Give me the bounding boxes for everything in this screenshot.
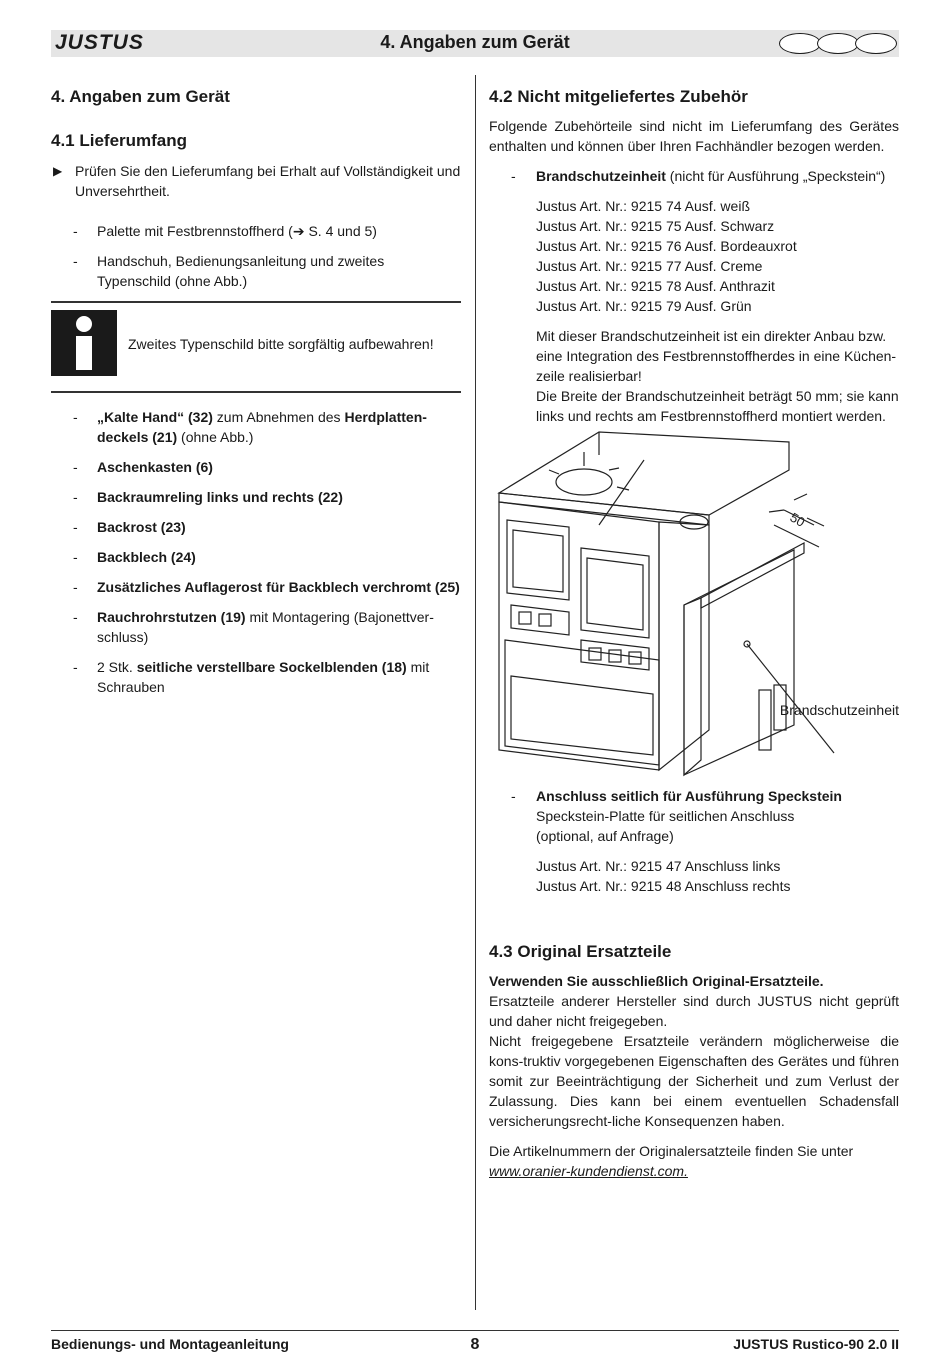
info-icon (51, 310, 117, 376)
page-number: 8 (470, 1336, 480, 1353)
art-number: Justus Art. Nr.: 9215 74 Ausf. weiß (536, 198, 750, 214)
item-text: 2 Stk. (97, 659, 137, 675)
stove-illustration (489, 430, 899, 780)
brandschutz-description (489, 326, 899, 426)
art-number: Justus Art. Nr.: 9215 76 Ausf. Bordeauxrot (536, 238, 797, 254)
art-number: Justus Art. Nr.: 9215 78 Ausf. Anthrazit (536, 278, 775, 294)
list-item (51, 577, 461, 597)
oval-3 (855, 33, 897, 54)
item-bold: Backblech (24) (97, 549, 196, 565)
brandschutz-desc-2: Die Breite der Brandschutzeinheit beträgt 50 mm; sie kann links und rechts am Festbrennstoffherd montiert werden. (536, 388, 899, 424)
art-number: Justus Art. Nr.: 9215 48 Anschluss rechts (536, 878, 791, 894)
section-heading-4-3: 4.3 Original Ersatzteile (489, 942, 672, 961)
speckstein-line-2: (optional, auf Anfrage) (536, 828, 674, 844)
item-text: mit Montagering (Bajonettver-schluss) (97, 609, 434, 645)
ersatzteile-warning: Verwenden Sie ausschließlich Original-Ersatzteile. (489, 973, 824, 989)
list-item (51, 547, 461, 567)
left-column (51, 80, 461, 707)
art-number-list (489, 196, 899, 316)
justus-logo: JUSTUS (55, 31, 144, 54)
list-item (51, 221, 461, 241)
kundendienst-link[interactable]: www.oranier-kundendienst.com. (489, 1163, 688, 1179)
speckstein-art-numbers (489, 856, 899, 896)
item-bold: Zusätzliches Auflagerost für Backblech verchromt (25) (97, 579, 460, 595)
info-rule-bottom (51, 391, 461, 393)
column-divider (475, 75, 476, 1310)
figure-caption: Brandschutzeinheit (779, 702, 899, 718)
item-bold: Backraumreling links und rechts (22) (97, 489, 343, 505)
list-item (51, 487, 461, 507)
dash-bullet: - (73, 253, 78, 269)
arrow-bullet-icon: ▶ (53, 164, 63, 178)
dash-bullet: - (73, 519, 78, 535)
footer-model: JUSTUS Rustico-90 2.0 II (733, 1336, 899, 1352)
brandschutz-item (489, 166, 899, 186)
dash-bullet: - (73, 609, 78, 625)
dash-bullet: - (73, 459, 78, 475)
page-header (51, 30, 899, 57)
section-heading-4-1: 4.1 Lieferumfang (51, 131, 188, 150)
list-item-text: Handschuh, Bedienungsanleitung und zweites Typenschild (ohne Abb.) (97, 253, 385, 289)
dash-bullet: - (73, 223, 78, 239)
dash-bullet: - (73, 579, 78, 595)
list-item (51, 517, 461, 537)
list-item (51, 657, 461, 697)
item-bold: Rauchrohrstutzen (19) (97, 609, 246, 625)
art-number: Justus Art. Nr.: 9215 77 Ausf. Creme (536, 258, 763, 274)
right-column (489, 80, 899, 1181)
dash-bullet: - (73, 409, 78, 425)
dash-bullet: - (73, 549, 78, 565)
item-bold: Backrost (23) (97, 519, 186, 535)
check-instruction (51, 161, 461, 201)
ersatzteile-p1: Ersatzteile anderer Hersteller sind durch JUSTUS nicht geprüft und daher nicht freigegeben. (489, 993, 899, 1029)
section-heading-4-2: 4.2 Nicht mitgeliefertes Zubehör (489, 87, 748, 106)
stove-figure (489, 430, 899, 730)
oval-1 (779, 33, 821, 54)
brandschutz-note: (nicht für Ausführung „Speckstein“) (665, 168, 886, 184)
delivery-list-b (51, 407, 461, 697)
item-bold: Aschenkasten (6) (97, 459, 213, 475)
art-number: Justus Art. Nr.: 9215 79 Ausf. Grün (536, 298, 752, 314)
item-bold: seitliche verstellbare Sockelblenden (18) (136, 659, 407, 675)
dash-bullet: - (511, 168, 516, 184)
item-text: mit Schrauben (97, 659, 430, 695)
footer-rule (51, 1330, 899, 1331)
ersatzteile-p2: Nicht freigegebene Ersatzteile verändern möglicherweise die kons-truktiv vorgegebenen Eigenschaften des Gerätes und führen somit zur Beeinträchtigung der Sicherheit und zum Verlust der Zulassung. Dies kann bei einem eventuellen Schadensfall versicherungsrecht-liche Konsequenzen haben. (489, 1033, 899, 1129)
list-item (51, 457, 461, 477)
brandschutz-desc-1: Mit dieser Brandschutzeinheit ist ein direkter Anbau bzw. eine Integration des Festbrennstoffherdes in eine Küchen-zeile realisierbar! (536, 328, 897, 384)
speckstein-item (489, 786, 899, 846)
item-bold: Herdplatten-deckels (21) (97, 409, 427, 445)
speckstein-title: Anschluss seitlich für Ausführung Speckstein (536, 788, 842, 804)
section-heading-4: 4. Angaben zum Gerät (51, 87, 230, 106)
accessories-intro: Folgende Zubehörteile sind nicht im Lieferumfang des Gerätes enthalten und können über Ihren Fachhändler bezogen werden. (489, 118, 899, 154)
art-number: Justus Art. Nr.: 9215 47 Anschluss links (536, 858, 781, 874)
header-title: 4. Angaben zum Gerät (380, 32, 570, 52)
oval-2 (817, 33, 859, 54)
list-item-text: Palette mit Festbrennstoffherd (➔ S. 4 und 5) (97, 223, 377, 239)
ersatzteile-text (489, 971, 899, 1181)
dimension-label: 50 (787, 509, 808, 530)
delivery-list-a (51, 221, 461, 291)
info-text: Zweites Typenschild bitte sorgfältig aufbewahren! (128, 336, 434, 352)
speckstein-line-1: Speckstein-Platte für seitlichen Anschluss (536, 808, 795, 824)
footer-manual-title: Bedienungs- und Montageanleitung (51, 1336, 289, 1352)
item-text: zum Abnehmen des (212, 409, 345, 425)
list-item (51, 251, 461, 291)
dash-bullet: - (511, 788, 516, 804)
dash-bullet: - (73, 659, 78, 675)
language-ovals (783, 33, 897, 54)
dash-bullet: - (73, 489, 78, 505)
brandschutz-title: Brandschutzeinheit (536, 168, 666, 184)
list-item (51, 607, 461, 647)
art-number: Justus Art. Nr.: 9215 75 Ausf. Schwarz (536, 218, 775, 234)
item-text: (ohne Abb.) (177, 429, 254, 445)
info-box (51, 303, 461, 391)
item-bold: „Kalte Hand“ (32) (97, 409, 213, 425)
check-text: Prüfen Sie den Lieferumfang bei Erhalt auf Vollständigkeit und Unversehrtheit. (75, 163, 461, 199)
list-item (51, 407, 461, 447)
ersatzteile-p3: Die Artikelnummern der Originalersatzteile finden Sie unter (489, 1143, 854, 1159)
